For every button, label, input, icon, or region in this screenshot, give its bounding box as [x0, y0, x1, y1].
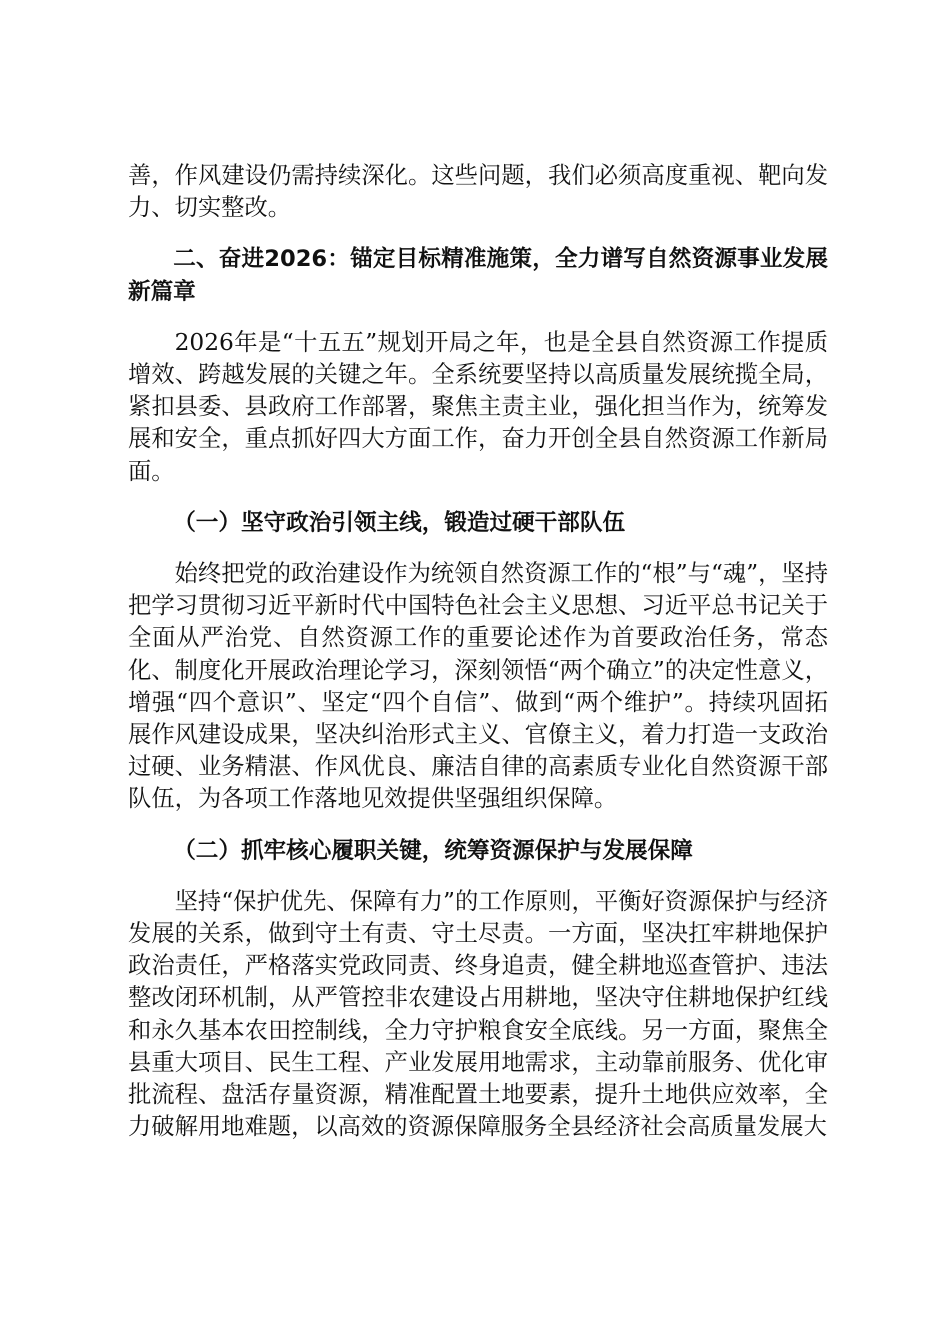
subsection-1-body: 始终把党的政治建设作为统领自然资源工作的“根”与“魂”，坚持把学习贯彻习近平新时代中国特色社会主义思想、习近平总书记关于全面从严治党、自然资源工作的重要论述作为首要政治任务，常态化、制度化开展政治理论学习，深刻领悟“两个确立”的决定性意义，增强“四个意识”、坚定“四个自信”、做到“两个维护”。持续巩固拓展作风建设成果，坚决纠治形式主义、官僚主义，着力打造一支政治过硬、业务精湛、作风优良、廉洁自律的高素质专业化自然资源干部队伍，为各项工作落地见效提供坚强组织保障。 — [128, 560, 828, 813]
subsection-1-heading: （一）坚守政治引领主线，锻造过硬干部队伍 — [173, 509, 626, 536]
intro-paragraph: 2026年是“十五五”规划开局之年，也是全县自然资源工作提质增效、跨越发展的关键之年。全系统要坚持以高质量发展统揽全局，紧扣县委、县政府工作部署，聚焦主责主业，强化担当作为，统筹发展和安全，重点抓好四大方面工作，奋力开创全县自然资源工作新局面。 — [128, 328, 828, 485]
document-page — [128, 160, 828, 1143]
section-heading: 二、奋进2026：锚定目标精准施策，全力谱写自然资源事业发展新篇章 — [128, 246, 828, 305]
subsection-2-body: 坚持“保护优先、保障有力”的工作原则，平衡好资源保护与经济发展的关系，做到守土有责、守土尽责。一方面，坚决扛牢耕地保护政治责任，严格落实党政同责、终身追责，健全耕地巡查管护、违法整改闭环机制，从严管控非农建设占用耕地，坚决守住耕地保护红线和永久基本农田控制线，全力守护粮食安全底线。另一方面，聚焦全县重大项目、民生工程、产业发展用地需求，主动靠前服务、优化审批流程、盘活存量资源，精准配置土地要素，提升土地供应效率，全力破解用地难题，以高效的资源保障服务全县经济社会高质量发展大 — [128, 887, 828, 1141]
subsection-2-heading: （二）抓牢核心履职关键，统筹资源保护与发展保障 — [173, 837, 693, 864]
continuation-paragraph: 善，作风建设仍需持续深化。这些问题，我们必须高度重视、靶向发力、切实整改。 — [128, 162, 828, 222]
